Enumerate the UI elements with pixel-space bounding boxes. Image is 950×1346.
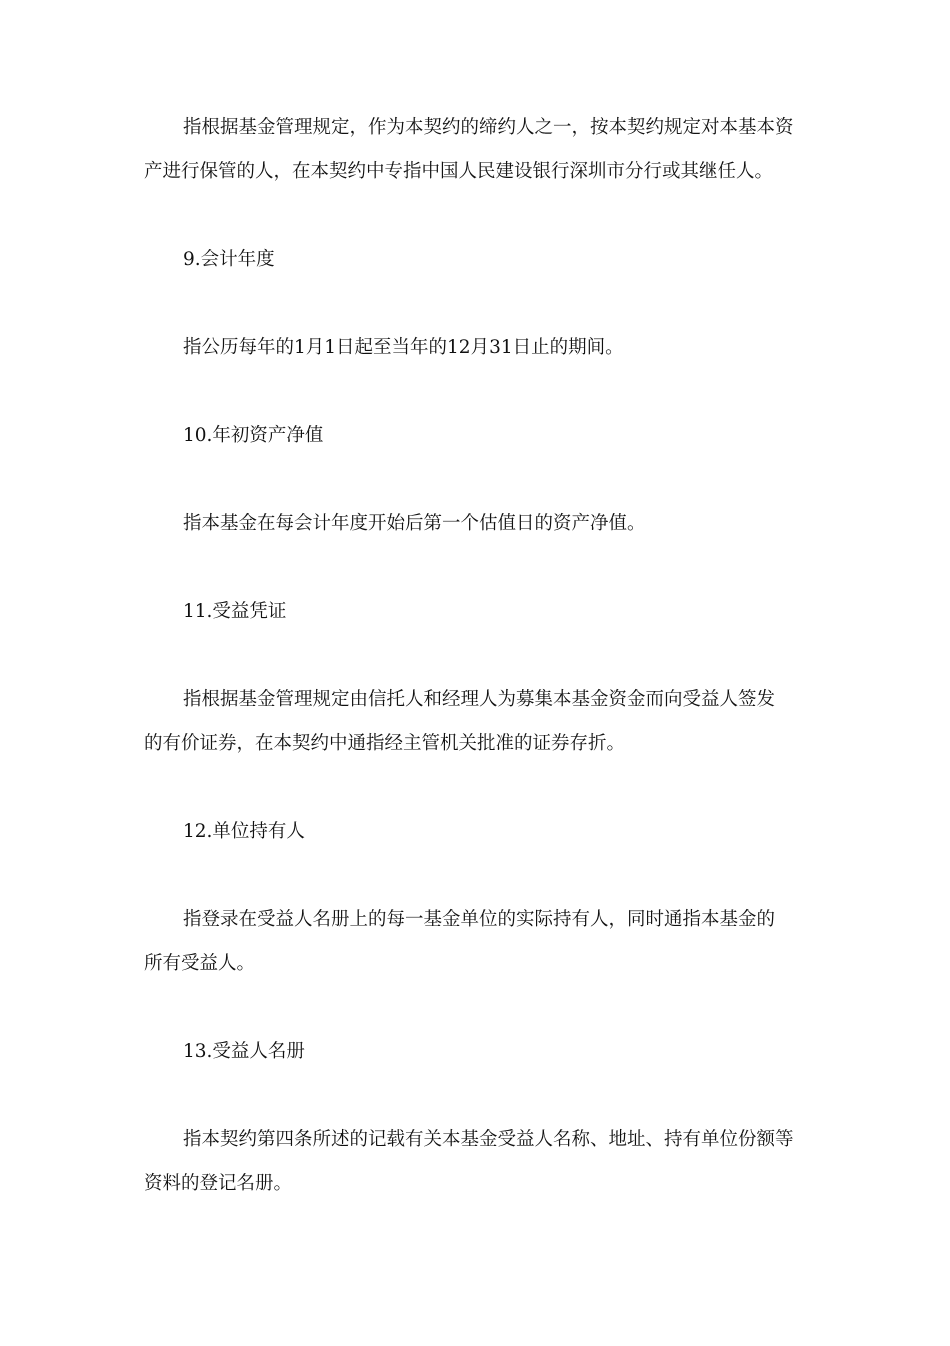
- body-line: 资料的登记名册。: [144, 1173, 293, 1194]
- body-line: 所有受益人。: [144, 953, 256, 974]
- section-heading: 10.年初资产净值: [183, 425, 324, 446]
- body-line: 产进行保管的人，在本契约中专指中国人民建设银行深圳市分行或其继任人。: [144, 161, 774, 182]
- section-heading: 13.受益人名册: [183, 1041, 305, 1062]
- body-line: 指本基金在每会计年度开始后第一个估值日的资产净值。: [183, 513, 646, 534]
- section-heading: 9.会计年度: [183, 249, 275, 270]
- section-heading: 11.受益凭证: [183, 601, 287, 622]
- body-line: 指根据基金管理规定，作为本契约的缔约人之一，按本契约规定对本基本资: [183, 117, 794, 138]
- body-line: 指根据基金管理规定由信托人和经理人为募集本基金资金而向受益人签发: [183, 689, 776, 710]
- body-line: 指登录在受益人名册上的每一基金单位的实际持有人，同时通指本基金的: [183, 909, 776, 930]
- body-line: 指本契约第四条所述的记载有关本基金受益人名称、地址、持有单位份额等: [183, 1129, 794, 1150]
- body-line: 的有价证券，在本契约中通指经主管机关批准的证券存折。: [144, 733, 626, 754]
- section-heading: 12.单位持有人: [183, 821, 305, 842]
- body-line: 指公历每年的1月1日起至当年的12月31日止的期间。: [183, 337, 624, 358]
